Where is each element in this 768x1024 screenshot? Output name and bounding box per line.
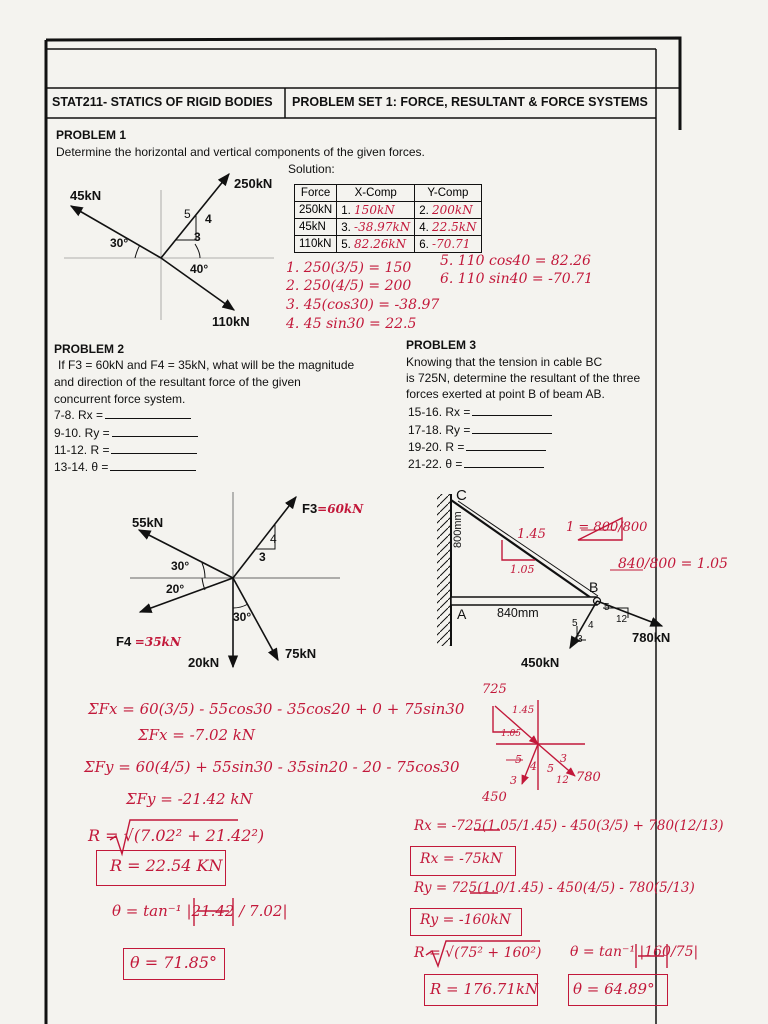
problem2-line3: concurrent force system. xyxy=(54,392,186,406)
table-row xyxy=(295,236,482,253)
dim-800mm: 800mm xyxy=(452,511,464,548)
p3-slope-4: 4 xyxy=(588,620,594,631)
problem3-line2: is 725N, determine the resultant of the three xyxy=(406,371,641,385)
label-450kn: 450kN xyxy=(521,655,560,670)
label-20kn: 20kN xyxy=(188,655,220,670)
label-f4: F4 =35kN xyxy=(116,634,181,649)
p3-answer-ry: Ry = -160kN xyxy=(420,912,512,928)
fbd-725: 725 xyxy=(482,682,507,697)
p3-blank-ry: 17-18. Ry = xyxy=(408,423,552,437)
fbd-4a: 4 xyxy=(530,760,537,773)
fbd-450: 450 xyxy=(482,790,507,805)
table-row xyxy=(295,202,482,219)
fbd-12: 12 xyxy=(556,775,569,786)
p2-answer-r: R = 22.54 KN xyxy=(110,856,223,875)
point-a: A xyxy=(457,606,467,622)
p2-work-sumfx: ΣFx = 60(3/5) - 55cos30 - 35cos20 + 0 + 75sin30 xyxy=(88,700,465,718)
p3-blank-theta: 21-22. θ = xyxy=(408,457,544,471)
col-force-header: Force xyxy=(295,185,337,202)
solution-label: Solution: xyxy=(288,162,335,176)
p2-work-fx-result: ΣFx = -7.02 kN xyxy=(138,726,256,744)
p2-work-sumfy: ΣFy = 60(4/5) + 55sin30 - 35sin20 - 20 - 75cos30 xyxy=(84,758,460,776)
p3-work-r-eq: R = √(75² + 160²) xyxy=(414,945,542,961)
point-b: B xyxy=(589,579,599,595)
label-110kn: 110kN xyxy=(212,314,250,329)
row-xcomp: 5. 82.26kN xyxy=(337,236,415,253)
p3-work-theta-eq: θ = tan⁻¹ |160/75| xyxy=(570,944,699,960)
slope-3: 3 xyxy=(194,230,201,244)
p2-blank-theta: 13-14. θ = xyxy=(54,460,196,474)
beam-ab xyxy=(451,597,597,605)
force-45kn-arrow xyxy=(71,206,161,258)
p1-work-2: 2. 250(4/5) = 200 xyxy=(286,278,412,294)
row-ycomp: 4. 22.5kN xyxy=(415,219,481,236)
p2-work-theta-eq: θ = tan⁻¹ |21.42 / 7.02| xyxy=(112,902,288,920)
p3-answer-rx: Rx = -75kN xyxy=(420,851,503,867)
p2-slope-4: 4 xyxy=(270,532,277,546)
p1-work-3: 3. 45(cos30) = -38.97 xyxy=(286,297,440,313)
angle-20: 20° xyxy=(166,582,185,596)
p3-fbd-sketch xyxy=(493,700,585,790)
col-ycomp-header: Y-Comp xyxy=(415,185,481,202)
p3-blank-r: 19-20. R = xyxy=(408,440,546,454)
fbd-5b: 5 xyxy=(547,762,554,775)
p2-blank-rx: 7-8. Rx = xyxy=(54,408,191,422)
label-45kn: 45kN xyxy=(70,188,102,203)
p3-answer-theta: θ = 64.89° xyxy=(573,980,655,998)
fbd-780: 780 xyxy=(576,770,601,785)
problem2-line1: If F3 = 60kN and F4 = 35kN, what will be the magnitude xyxy=(58,358,355,372)
p2-blank-r: 11-12. R = xyxy=(54,443,197,457)
row-xcomp: 1. 150kN xyxy=(337,202,415,219)
p3-answer-r: R = 176.71kN xyxy=(430,980,539,998)
row-force: 45kN xyxy=(295,219,337,236)
table-row xyxy=(295,219,482,236)
fbd-5a: 5 xyxy=(515,753,522,766)
p3-work-rx: Rx = -725(1.05/1.45) - 450(3/5) + 780(12/13) xyxy=(414,818,724,834)
problem1-title: PROBLEM 1 xyxy=(56,128,127,142)
p3-work-ry: Ry = 725(1.0/1.45) - 450(4/5) - 780(5/13) xyxy=(414,880,695,896)
p2-blank-ry: 9-10. Ry = xyxy=(54,426,198,440)
force-250kn-arrow xyxy=(161,174,229,258)
angle-30b: 30° xyxy=(233,610,252,624)
point-c: C xyxy=(456,487,467,504)
row-ycomp: 2. 200kN xyxy=(415,202,481,219)
p1-work-4: 4. 45 sin30 = 22.5 xyxy=(286,316,417,332)
components-table xyxy=(294,184,482,253)
cable-bc xyxy=(451,500,594,600)
force-f4-arrow xyxy=(140,578,233,612)
p3-slope-12: 12 xyxy=(616,614,628,625)
p2-slope-3: 3 xyxy=(259,550,266,564)
problem-set-title: PROBLEM SET 1: FORCE, RESULTANT & FORCE SYSTEMS xyxy=(292,95,648,109)
p3-slope-5b: 5 xyxy=(572,618,578,629)
row-force: 250kN xyxy=(295,202,337,219)
row-ycomp: 6. -70.71 xyxy=(415,236,481,253)
label-f3: F3=60kN xyxy=(302,501,364,516)
label-780kn: 780kN xyxy=(632,630,671,645)
fbd-1-05: 1.05 xyxy=(501,729,522,739)
p1-work-1: 1. 250(3/5) = 150 xyxy=(286,260,412,276)
problem2-line2: and direction of the resultant force of the given xyxy=(54,375,301,389)
problem2-title: PROBLEM 2 xyxy=(54,342,125,356)
col-xcomp-header: X-Comp xyxy=(337,185,415,202)
dim-840mm: 840mm xyxy=(497,606,539,620)
p2-answer-theta: θ = 71.85° xyxy=(130,953,218,972)
note-ratio: 1 = 800/800 xyxy=(566,520,648,535)
note-scale: 840/800 = 1.05 xyxy=(618,556,728,572)
fbd-3b: 3 xyxy=(560,752,567,765)
p1-work-5: 5. 110 cos40 = 82.26 xyxy=(440,253,591,269)
row-xcomp: 3. -38.97kN xyxy=(337,219,415,236)
problem1-instruction: Determine the horizontal and vertical components of the given forces. xyxy=(56,145,425,159)
label-75kn: 75kN xyxy=(285,646,317,661)
p3-blank-rx: 15-16. Rx = xyxy=(408,405,552,419)
angle-40: 40° xyxy=(190,262,209,276)
label-55kn: 55kN xyxy=(132,515,164,530)
course-title: STAT211- STATICS OF RIGID BODIES xyxy=(52,95,273,109)
row-force: 110kN xyxy=(295,236,337,253)
note-1-05: 1.05 xyxy=(510,563,535,576)
angle-30: 30° xyxy=(110,236,129,250)
problem3-line1: Knowing that the tension in cable BC xyxy=(406,355,603,369)
fbd-3a: 3 xyxy=(510,774,517,787)
p2-work-r-eq: R = √(7.02² + 21.42²) xyxy=(88,826,265,845)
slope-5: 5 xyxy=(184,207,191,221)
problem3-line3: forces exerted at point B of beam AB. xyxy=(406,387,605,401)
force-f3-arrow xyxy=(233,497,296,578)
p3-slope-5a: 5 xyxy=(604,602,610,613)
problem3-title: PROBLEM 3 xyxy=(406,338,477,352)
note-1-45: 1.45 xyxy=(517,527,546,542)
fbd-1-45: 1.45 xyxy=(512,705,535,716)
label-250kn: 250kN xyxy=(234,176,273,191)
slope-4: 4 xyxy=(205,212,212,226)
p1-work-6: 6. 110 sin40 = -70.71 xyxy=(440,271,593,287)
angle-30a: 30° xyxy=(171,559,190,573)
p2-work-fy-result: ΣFy = -21.42 kN xyxy=(126,790,253,808)
p3-slope-3: 3 xyxy=(577,634,583,645)
